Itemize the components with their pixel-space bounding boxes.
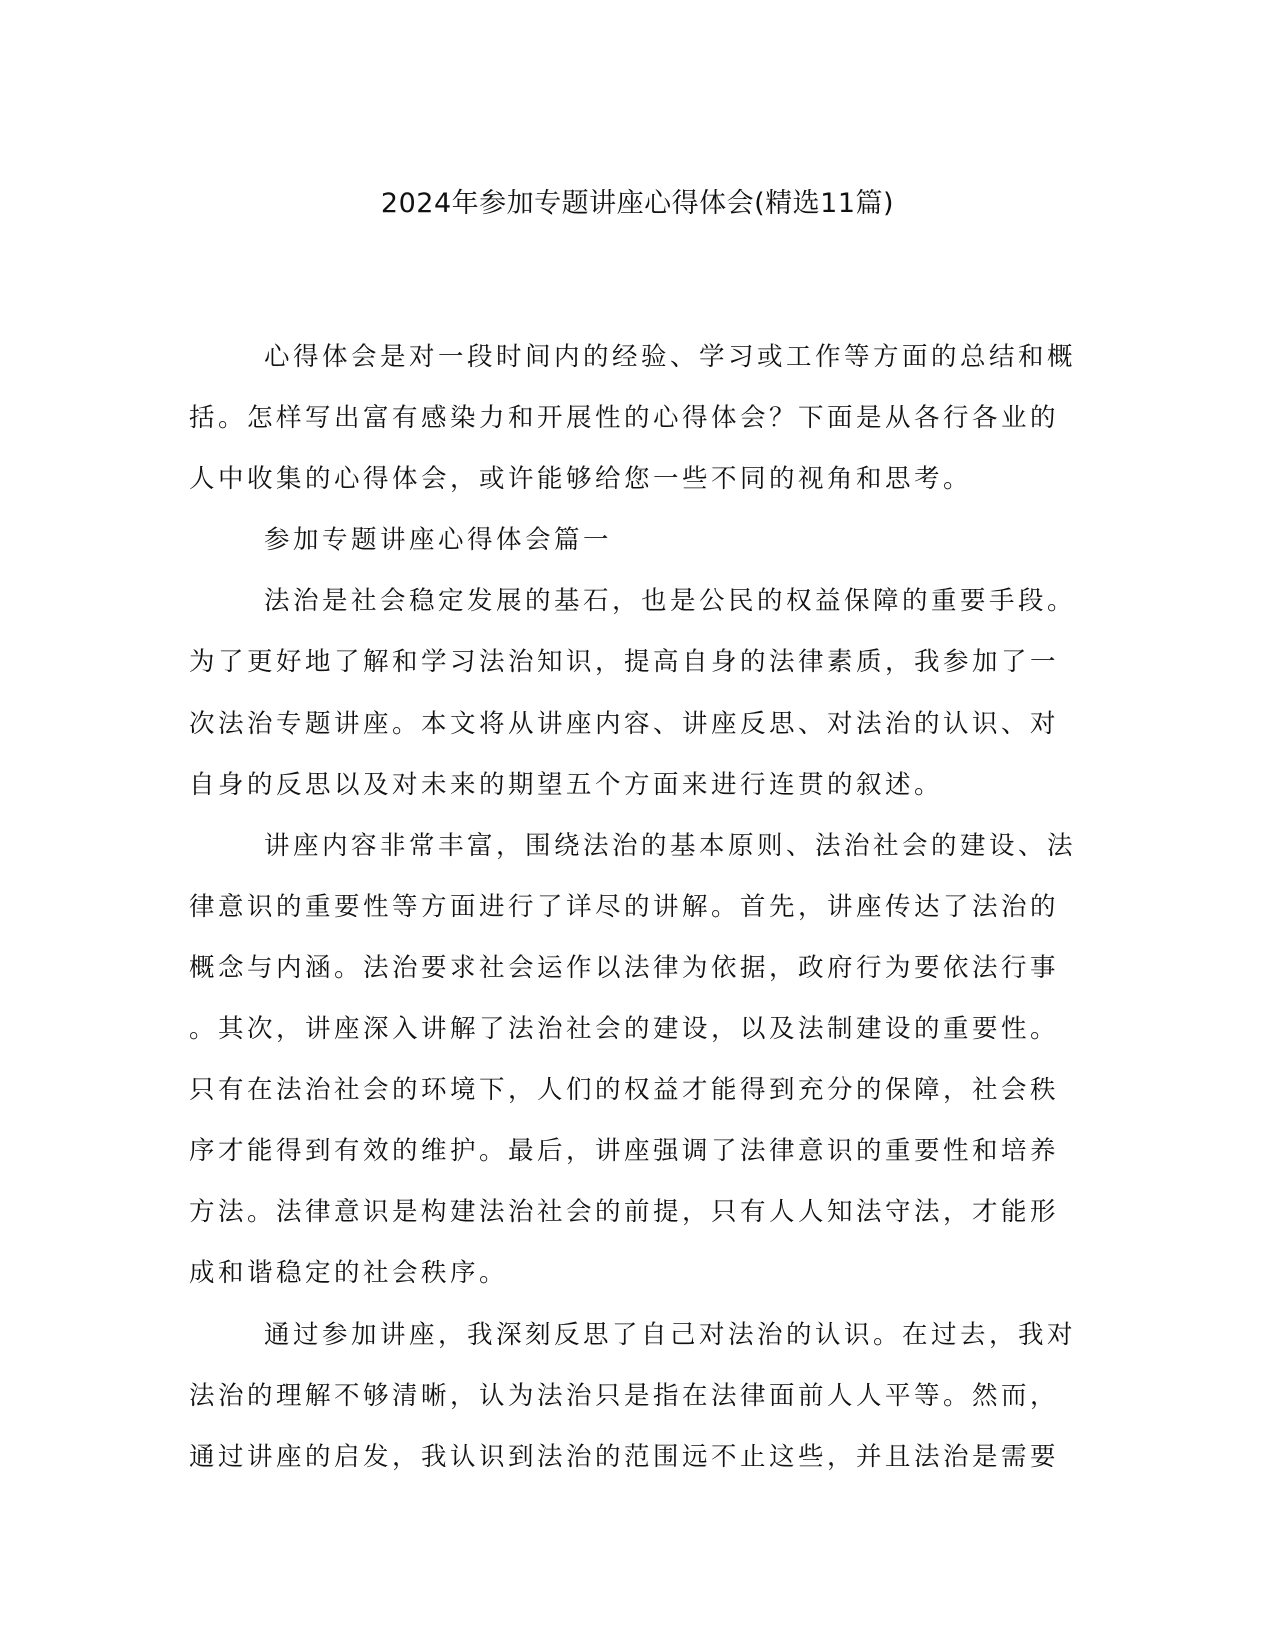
paragraph xyxy=(189,1305,1079,1488)
text-line: 方法。法律意识是构建法治社会的前提，只有人人知法守法，才能形 xyxy=(189,1197,1060,1228)
text-line: 律意识的重要性等方面进行了详尽的讲解。首先，讲座传达了法治的 xyxy=(189,891,1060,922)
text-line: 括。怎样写出富有感染力和开展性的心得体会？下面是从各行各业的 xyxy=(189,403,1060,434)
text-line: 法治是社会稳定发展的基石，也是公民的权益保障的重要手段。 xyxy=(264,586,1077,617)
text-line: 只有在法治社会的环境下，人们的权益才能得到充分的保障，社会秩 xyxy=(189,1075,1060,1106)
text-line: 序才能得到有效的维护。最后，讲座强调了法律意识的重要性和培养 xyxy=(189,1136,1060,1167)
document-body xyxy=(189,327,1079,1488)
paragraph xyxy=(189,571,1079,815)
text-line: 通过参加讲座，我深刻反思了自己对法治的认识。在过去，我对 xyxy=(264,1319,1077,1350)
section-heading-text: 参加专题讲座心得体会篇一 xyxy=(264,525,613,556)
text-line: 次法治专题讲座。本文将从讲座内容、讲座反思、对法治的认识、对 xyxy=(189,708,1060,739)
text-line: 为了更好地了解和学习法治知识，提高自身的法律素质，我参加了一 xyxy=(189,647,1060,678)
text-line: 通过讲座的启发，我认识到法治的范围远不止这些，并且法治是需要 xyxy=(189,1441,1060,1472)
text-line: 概念与内涵。法治要求社会运作以法律为依据，政府行为要依法行事 xyxy=(189,952,1060,983)
text-line: 法治的理解不够清晰，认为法治只是指在法律面前人人平等。然而， xyxy=(189,1380,1060,1411)
text-line: 人中收集的心得体会，或许能够给您一些不同的视角和思考。 xyxy=(189,464,973,495)
text-line: 。其次，讲座深入讲解了法治社会的建设，以及法制建设的重要性。 xyxy=(189,1014,1060,1045)
text-line: 成和谐稳定的社会秩序。 xyxy=(189,1258,509,1289)
text-line: 心得体会是对一段时间内的经验、学习或工作等方面的总结和概 xyxy=(264,342,1077,372)
document-title: 2024年参加专题讲座心得体会(精选11篇) xyxy=(380,188,895,219)
text-line: 自身的反思以及对未来的期望五个方面来进行连贯的叙述。 xyxy=(189,769,944,800)
paragraph xyxy=(189,816,1079,1305)
text-line: 讲座内容非常丰富，围绕法治的基本原则、法治社会的建设、法 xyxy=(264,830,1077,861)
section-heading xyxy=(189,510,1079,571)
paragraph-intro xyxy=(189,327,1079,510)
